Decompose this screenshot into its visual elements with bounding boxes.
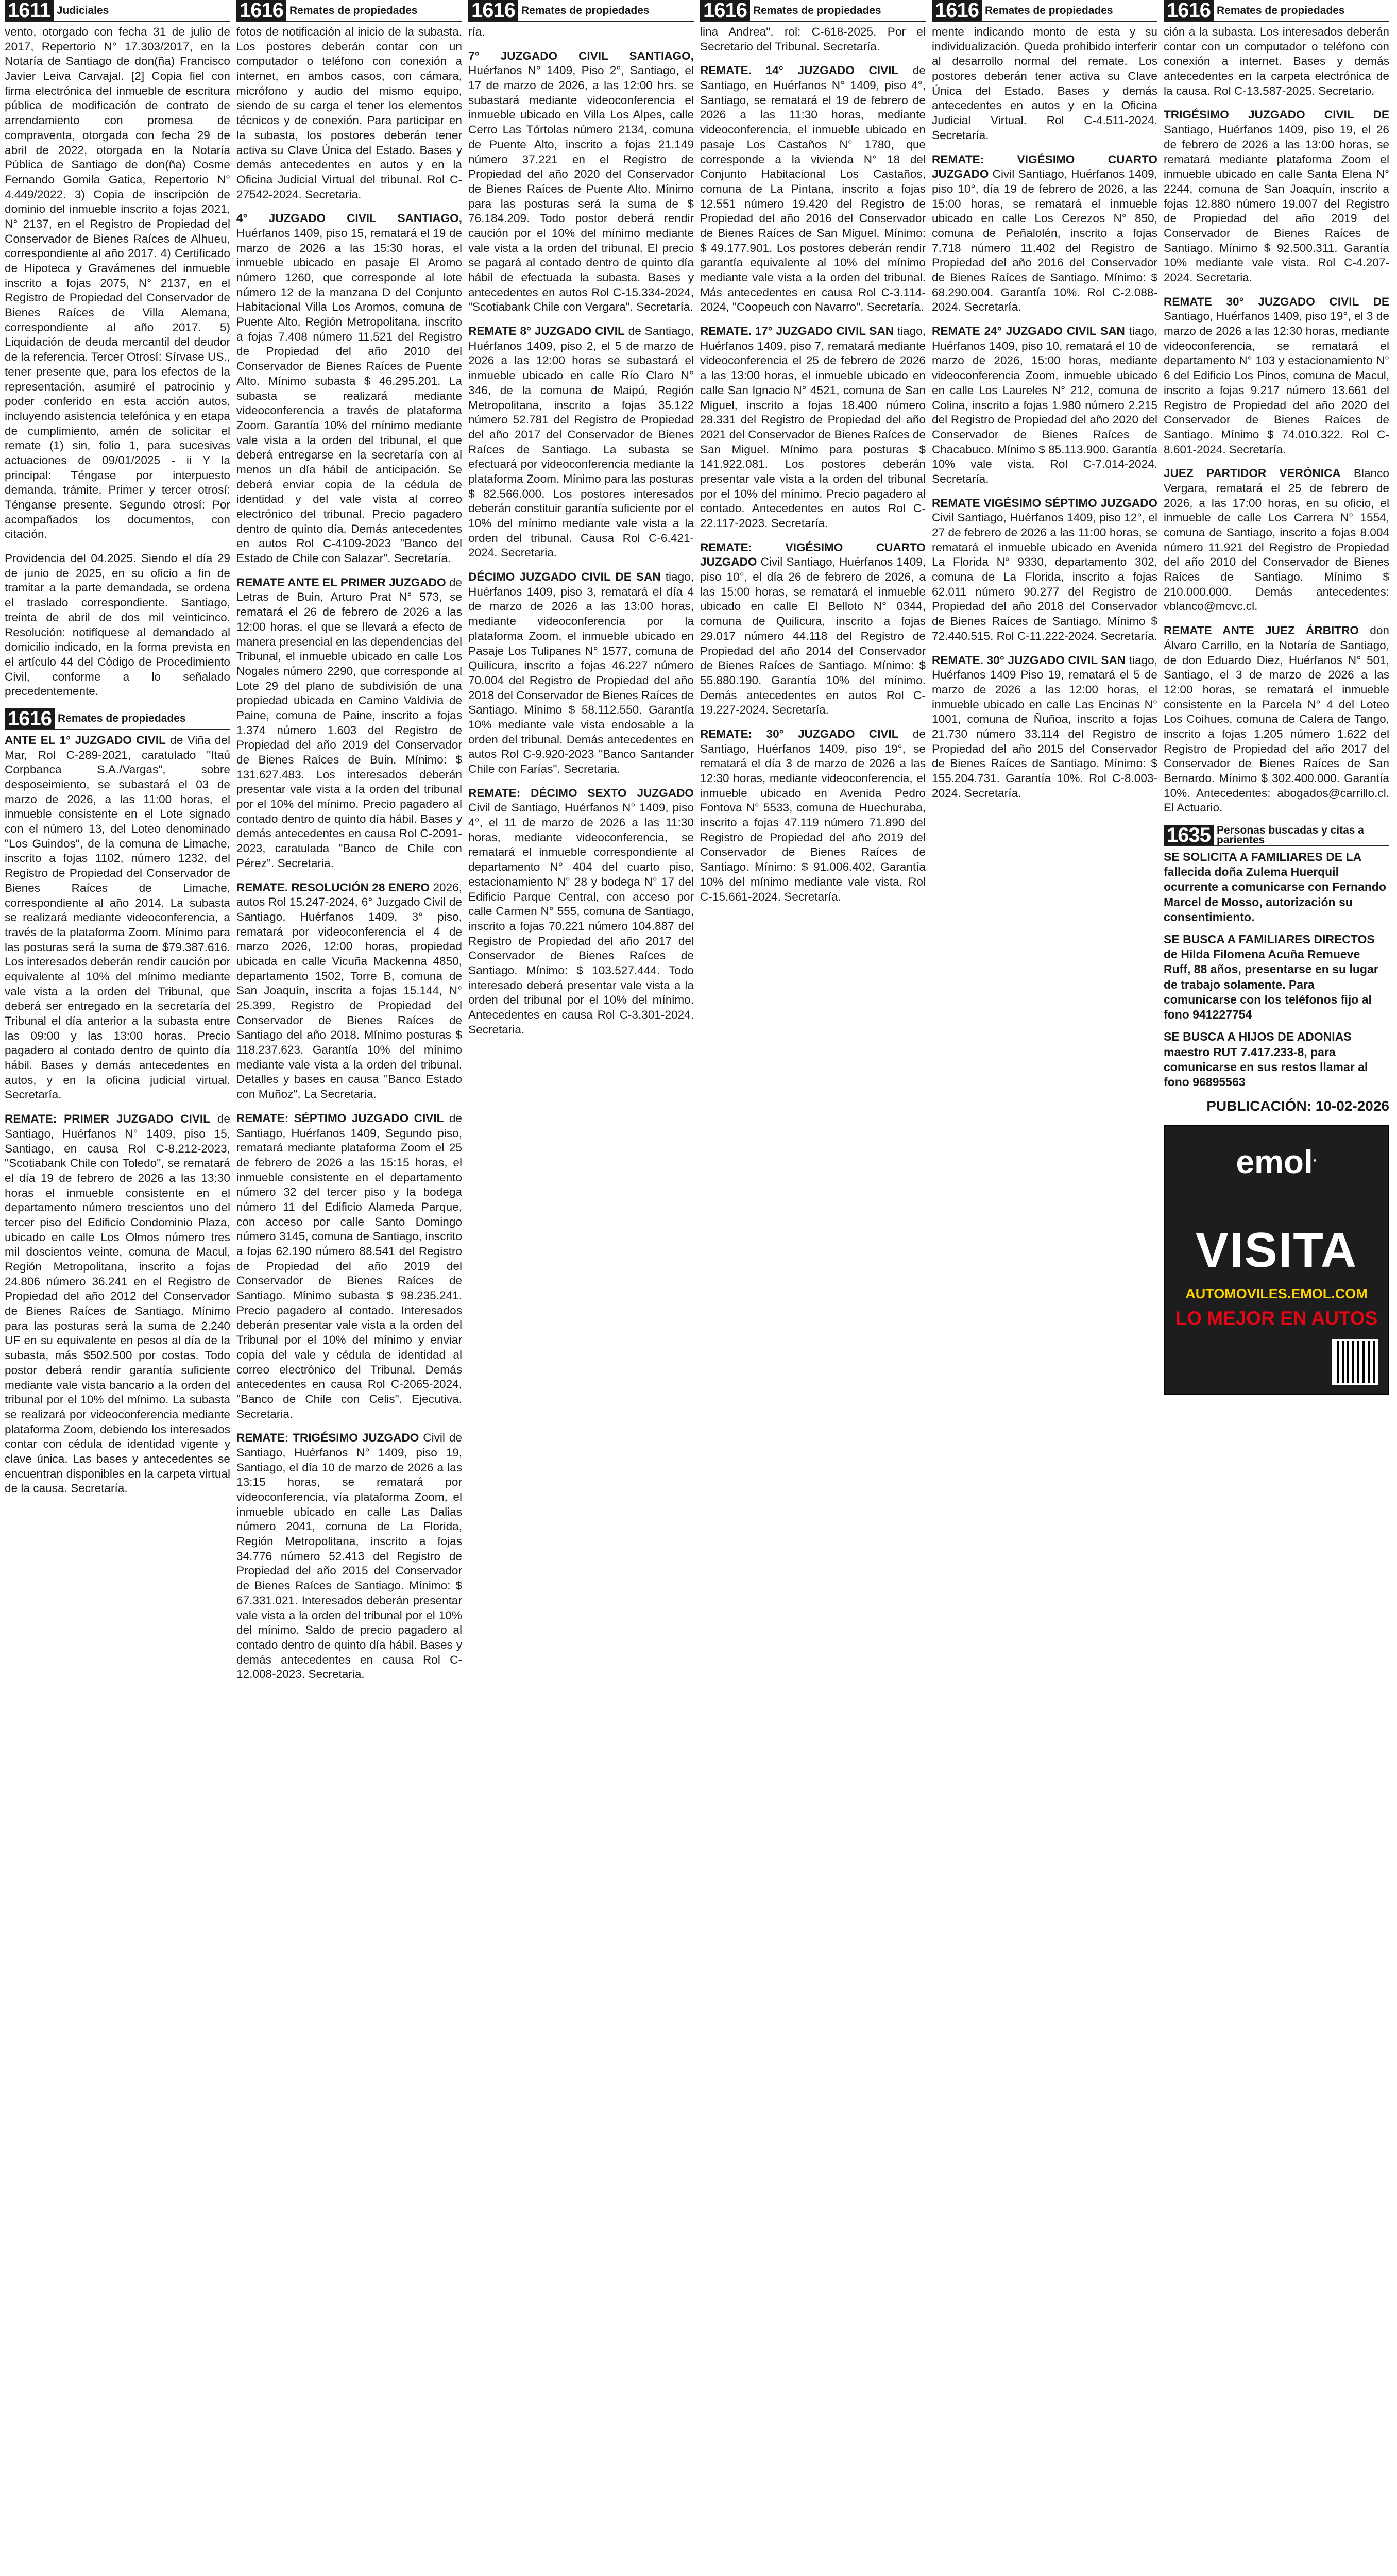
section-code: 1616 [700, 0, 750, 21]
column-2 [236, 0, 462, 2576]
notice-text: de Santiago, Huérfanos 1409, Segundo piso, rematará mediante plataforma Zoom el 25 de febrero de 2026 a las 15:15 horas, el inmueble consistente en el departamento número 32 del tercer piso y la bodega número 11 del Edificio Alameda Parque, con acceso por calle Santo Domingo número 3145, comuna de Santiago, inscrito a fojas 62.190 número 88.541 del Registro de Propiedad del año 2019 del Conservador de Bienes Raíces de Santiago. Mínimo subasta $ 98.235.241. Precio pagadero al contado. Interesados deberán presentar vale vista a la orden del Tribunal por el 10% del mínimo y enviar copia del vale y cédula de identidad al correo electrónico del Tribunal. Demás antecedentes en causa Rol C-2065-2024, "Banco de Chile con Celis". Ejecutiva. Secretaria. [236, 1111, 462, 1420]
section-name: Personas buscadas y citas a parientes [1216, 824, 1364, 846]
notice [1164, 108, 1389, 285]
section-header [5, 0, 230, 22]
notice [236, 25, 462, 202]
section-code: 1616 [1164, 0, 1214, 21]
notice-text: Santiago, Huérfanos 1409, piso 19, el 26 de febrero de 2026 a las 13:00 horas, se rematará mediante plataforma Zoom el inmueble ubicado en calle Santa Elena N° 2244, comuna de San Joaquín, inscrito a fojas 12.880 número 19.007 del Registro de Propiedad del año 2019 del Conservador de Bienes Raíces de Santiago. Mínimo $ 92.500.311. Garantía 10% mediante vale vista. Rol C-4.207-2024. Secretaria. [1164, 123, 1389, 284]
notice-text: Huérfanos 1409, piso 15, rematará el 19 de marzo de 2026 a las 15:30 horas, el inmueble ubicado en pasaje El Aromo número 1260, que corresponde al lote número 12 de la manzana D del Conjunto Habitacional Villa Los Aromos, comuna de Puente Alto, Región Metropolitana, inscrito a fojas 7.408 número 11.521 del Registro de Propiedad del año 2010 del Conservador de Bienes Raíces de Puente Alto. Mínimo subasta $ 46.295.201. La subasta se realizará mediante videoconferencia a través de plataforma Zoom. Garantía 10% del mínimo mediante vale vista a la orden del tribunal, el que deberá entregarse en la secretaría con al menos un día hábil de anticipación. Se deberá enviar copia de la cédula de identidad y del vale vista al correo electrónico del tribunal. Precio pagadero dentro de quinto día. Demás antecedentes en autos Rol C-4109-2023 "Banco del Estado de Chile con Salazar". Secretaría. [236, 226, 462, 565]
ad-slogan: LO MEJOR EN AUTOS [1175, 1308, 1378, 1329]
list-item: SE BUSCA A FAMILIARES DIRECTOS de Hilda Filomena Acuña Remueve Ruff, 88 años, presentarse en su lugar de trabajo solamente. Para comunicarse con los teléfonos fijo al fono 941227754 [1164, 933, 1378, 1022]
notice [700, 540, 926, 718]
notice-text: Blanco Vergara, rematará el 25 de febrero de 2026, a las 17:00 horas, en su oficio, el inmueble de calle Los Carrera N° 1554, comuna de Santiago, inscrito a fojas 8.004 número 11.921 del Registro de Propiedad del año 2010 del Conservador de Bienes Raíces de Santiago. Mínimo $ 210.000.000. Demás antecedentes: vblanco@mcvc.cl. [1164, 467, 1389, 613]
column-3 [468, 0, 694, 2576]
notice [468, 570, 694, 777]
section-name: Remates de propiedades [57, 713, 186, 725]
section-header [700, 0, 926, 22]
notice [932, 25, 1157, 143]
notice-head: ANTE EL 1° JUZGADO CIVIL [5, 733, 166, 747]
section-header [932, 0, 1157, 22]
section-header [236, 0, 462, 22]
notice-head: REMATE: VIGÉSIMO CUARTO JUZGADO [932, 152, 1157, 181]
notice-head: REMATE 8° JUZGADO CIVIL [468, 325, 625, 338]
notice-text: ría. [468, 25, 485, 38]
notice [468, 25, 694, 40]
notice-text: tiago, Huérfanos 1409, piso 10, rematará el 10 de marzo de 2026, 15:00 horas, mediante videoconferencia Zoom, inmueble ubicado en calle Los Laureles N° 212, comuna de Colina, inscrito a fojas 1.980 número 2.215 del Registro de Propiedad del año 2020 del Conservador de Bienes Raíces de Chacabuco. Mínimo $ 85.113.900. Garantía 10% vale vista. Rol C-7.014-2024. Secretaría. [932, 325, 1157, 485]
notice-text: de Viña del Mar, Rol C-289-2021, caratulado "Itaú Corpbanca S.A./Vargas", sobre desposeimiento, se subastará el 03 de marzo de 2026, a las 11:00 horas, el inmueble consistente en el Lote signado con el número 13, del Loteo denominado "Los Guindos", de la comuna de Limache, inscrito a fojas 1102, número 1232, del Registro de Propiedad del Conservador de Bienes Raíces de Limache, correspondiente al año 2014. La subasta se realizará mediante videoconferencia, a través de la plataforma Zoom. Mínimo para las posturas será la suma de $79.387.616. Los interesados deberán rendir caución por equivalente al 10% del mínimo mediante vale vista a la orden del Tribunal, que deberá ser entregado en la secretaría del Tribunal el día anterior a la subasta entre las 09:00 y las 13:00 horas. Precio pagadero al contado dentro de quinto día hábil. Bases y demás antecedentes en autos, y en la oficina judicial virtual. Secretaría. [5, 733, 230, 1101]
section-code: 1611 [5, 0, 54, 21]
notice-text: tiago, Huérfanos 1409, piso 3, rematará el día 4 de marzo de 2026 a las 13:00 horas, mediante videoconferencia por la plataforma Zoom, el inmueble ubicado en Pasaje Los Tulipanes N° 1577, comuna de Quilicura, inscrito a fojas 46.227 número 70.004 del Registro de Propiedad del año 2018 del Conservador de Bienes Raíces de Santiago. Mínimo $ 58.112.550. Garantía 10% mediante vale vista endosable a la orden del tribunal. Demás antecedentes en autos Rol C-9.920-2023 "Banco Santander Chile con Farías". Secretaria. [468, 570, 694, 775]
notice-head: REMATE: DÉCIMO SEXTO JUZGADO [468, 786, 694, 800]
notice [932, 653, 1157, 801]
notice-text: 2026, autos Rol 15.247-2024, 6° Juzgado Civil de Santiago, Huérfanos 1409, 3° piso, rematará por videoconferencia el 4 de marzo 2026, 12:00 horas, propiedad ubicada en calle Vicuña Mackenna 4850, departamento 1502, Torre B, comuna de San Joaquín, inscrita a fojas 15.144, N° 25.399, Registro de Propiedad del Conservador de Bienes Raíces de Santiago del año 2018. Mínimo posturas $ 118.237.623. Garantía 10% del mínimo mediante vale vista a la orden del tribunal. Detalles y bases en causa "Banco Estado con Muñoz". La Secretaria. [236, 880, 462, 1101]
notice-text: de Santiago, Huérfanos 1409, piso 19°, se rematará el día 3 de marzo de 2026 a las 12:30 horas, mediante videoconferencia, el inmueble ubicado en Avenida Pedro Fontova N° 5533, comuna de Huechuraba, inscrito a fojas 47.119 número 71.890 del Registro de Propiedad del año 2019 del Conservador de Bienes Raíces de Santiago. Mínimo: $ 91.006.402. Garantía 10% del mínimo mediante vale vista. Rol C-15.661-2024. Secretaría. [700, 727, 926, 903]
emol-logo [1165, 1141, 1388, 1183]
notice [5, 551, 230, 699]
notice-text: tiago, Huérfanos 1409, piso 7, rematará mediante videoconferencia el 25 de febrero de 2026 a las 13:00 horas, el inmueble ubicado en calle San Ignacio N° 4521, comuna de San Miguel, inscrito a fojas 18.400 número 28.331 del Registro de Propiedad del año 2021 del Conservador de Bienes Raíces de San Miguel. Mínimo para posturas $ 141.922.081. Los postores deberán presentar vale vista a la orden del tribunal por el 10% del mínimo. Precio pagadero al contado. Antecedentes en autos Rol C-22.117-2023. Secretaría. [700, 325, 926, 530]
section-name: Judiciales [56, 4, 109, 16]
qr-code-icon [1332, 1339, 1378, 1385]
notice-head: REMATE. 17° JUZGADO CIVIL SAN [700, 325, 894, 338]
notice [1164, 295, 1389, 457]
notice-head: REMATE ANTE JUEZ ÁRBITRO [1164, 624, 1359, 637]
ad-logo-suffix: . [1313, 1148, 1317, 1165]
section-header [1164, 0, 1389, 22]
notice-text: fotos de notificación al inicio de la subasta. Los postores deberán contar con un computador o teléfono con conexión a internet, en ambos casos, con cámara, micrófono y audio del mismo equipo, siendo de su carga el tener los elementos técnicos y de conexión. Para participar en la subasta, los postores deberán tener activa su Clave Única del Estado. Bases y demás antecedentes en autos y en la Oficina Judicial Virtual del tribunal. Rol C-27542-2024. Secretaria. [236, 25, 462, 201]
notice-text: Huérfanos N° 1409, Piso 2°, Santiago, el 17 de marzo de 2026, a las 12:00 hrs. se subastará mediante videoconferencia el inmueble ubicado en Villa Los Alpes, calle Cerro Las Tórtolas número 2134, comuna de Puente Alto, inscrito a fojas 21.149 número 37.221 en el Registro de Propiedad del año 2020 del Conservador de Bienes Raíces de Puente Alto. Mínimo para las posturas será la suma de $ 76.184.209. Todo postor deberá rendir caución por el 10% del mínimo mediante vale vista a la orden del tribunal. El precio se pagará al contado dentro de quinto día hábil de efectuada la subasta. Bases y antecedentes en autos Rol C-15.334-2024, "Scotiabank Chile con Vergara". Secretaría. [468, 64, 694, 314]
notice-head: REMATE 30° JUZGADO CIVIL DE [1164, 295, 1389, 308]
notice-text: tiago, Huérfanos 1409 Piso 19, rematará el 5 de marzo de 2026 a las 12:00 horas, el inmueble ubicado en calle Las Encinas N° 1001, comuna de Ñuñoa, inscrito a fojas 21.730 número 33.114 del Registro de Propiedad del año 2015 del Conservador de Bienes Raíces de Santiago. Mínimo: $ 155.204.731. Garantía 10%. Rol C-8.003-2024. Secretaría. [932, 653, 1157, 800]
notice-text: mente indicando monto de esta y su individualización. Queda prohibido interferir al desarrollo normal del remate. Los postores deberán tener activa su Clave Única del Estado. Bases y demás antecedentes en autos y en la Oficina Judicial Virtual. Rol C-4.511-2024. Secretaría. [932, 25, 1157, 142]
notice [1164, 466, 1389, 614]
ad-headline: VISITA [1195, 1222, 1358, 1278]
section-code: 1616 [236, 0, 286, 21]
notice-text: Civil de Santiago, Huérfanos N° 1409, piso 4°, el 11 de marzo de 2026 a las 11:30 horas, mediante videoconferencia, se rematará el inmueble correspondiente al departamento N° 404 del cuarto piso, estacionamiento N° 28 y bodega N° 17 del Edificio Parque Central, con acceso por calle Carmen N° 555, comuna de Santiago, inscrito a fojas 70.221 número 104.887 del Registro de Propiedad del año 2017 del Conservador de Bienes Raíces de Santiago. Mínimo: $ 103.527.444. Todo interesado deberá presentar vale vista a la orden del tribunal por el 10% del mínimo. Antecedentes en causa Rol C-3.301-2024. Secretaria. [468, 801, 694, 1036]
notice-head: 7° JUZGADO CIVIL SANTIAGO, [468, 49, 694, 62]
section-name: Remates de propiedades [753, 4, 881, 16]
notice-text: de Letras de Buin, Arturo Prat N° 573, se rematará el 26 de febrero de 2026 a las 12:00 horas, el que se llevará a efecto de manera presencial en las dependencias del Tribunal, el inmueble ubicado en calle Los Nogales número 2290, que corresponde al Lote 29 del plano de subdivisión de una propiedad ubicada en Camino Valdivia de Paine, comuna de Paine, inscrito a fojas 1.374 número 1.603 del Registro de Propiedad del año 2019 del Conservador de Bienes Raíces de Buin. Mínimo: $ 131.627.483. Los interesados deberán presentar vale vista a la orden del tribunal por el 10% del mínimo. Precio pagadero al contado dentro de quinto día hábil. Bases y demás antecedentes en causa Rol C-2091-2023, caratulada "Banco de Chile con Pérez". Secretaria. [236, 575, 462, 870]
notice [700, 324, 926, 531]
list-item: SE BUSCA A HIJOS DE ADONIAS maestro RUT 7.417.233-8, para comunicarse en sus restos llamar al fono 96895563 [1164, 1030, 1368, 1089]
section-code: 1616 [932, 0, 982, 21]
notice [236, 1111, 462, 1421]
column-4 [700, 0, 926, 2576]
notice-head: REMATE VIGÉSIMO SÉPTIMO JUZGADO [932, 496, 1157, 510]
notice [236, 575, 462, 871]
notice [236, 211, 462, 566]
notice-text: Civil de Santiago, Huérfanos N° 1409, piso 19, Santiago, el día 10 de marzo de 2026 a las 13:15 horas, se rematará por videoconferencia, vía plataforma Zoom, el inmueble ubicado en calle Las Dalias número 2041, comuna de La Florida, Región Metropolitana, inscrito a fojas 34.776 número 52.413 del Registro de Propiedad del año 2015 del Conservador de Bienes Raíces de Santiago. Mínimo: $ 67.331.021. Interesados deberán presentar vale vista a la orden del tribunal por el 10% del mínimo. Saldo de precio pagadero al contado dentro de quinto día hábil. Bases y demás antecedentes en causa Rol C-12.008-2023. Secretaria. [236, 1431, 462, 1681]
section-name: Remates de propiedades [521, 4, 650, 16]
section-header [5, 708, 230, 730]
notice [468, 49, 694, 315]
notice-head: REMATE: VIGÉSIMO CUARTO JUZGADO [700, 540, 926, 569]
notice [236, 880, 462, 1102]
section-code: 1616 [5, 708, 55, 729]
notice [932, 496, 1157, 644]
column-5 [932, 0, 1157, 2576]
notice-head: REMATE. 14° JUZGADO CIVIL [700, 64, 899, 77]
section-name: Remates de propiedades [289, 4, 418, 16]
notice-head: REMATE 24° JUZGADO CIVIL SAN [932, 325, 1125, 338]
notice-head: REMATE. RESOLUCIÓN 28 ENERO [236, 880, 430, 894]
section-name: Remates de propiedades [1216, 4, 1345, 16]
notice [932, 324, 1157, 487]
column-1 [5, 0, 230, 2576]
notice-text: Civil Santiago, Huérfanos 1409, piso 10°, el día 26 de febrero de 2026, a las 15:00 horas, se rematará el inmueble ubicado en calle El Belloto N° 0344, comuna de Quilicura, inscrito a fojas 29.017 número 44.118 del Registro de Propiedad del año 2014 del Conservador de Bienes Raíces de Santiago. Mínimo: $ 55.880.190. Garantía 10% del mínimo. Demás antecedentes en autos Rol C-19.227-2024. Secretaría. [700, 555, 926, 717]
notice-head: REMATE ANTE EL PRIMER JUZGADO [236, 575, 446, 589]
notice [700, 727, 926, 904]
notice-text: ción a la subasta. Los interesados deberán contar con un computador o teléfono con conexión a internet. Bases y demás antecedentes en la carpeta electrónica de la causa. Rol C-13.587-2025. Secretario. [1164, 25, 1389, 97]
notice [5, 733, 230, 1103]
notice-text: de Santiago, en Huérfanos N° 1409, piso 4°, Santiago, se rematará el 19 de febrero de 2026 a las 11:30 horas, mediante videoconferencia, el inmueble ubicado en pasaje Los Castaños N° 1780, que corresponde a la vivienda N° 18 del Conjunto Habitacional Los Castaños, comuna de La Pintana, inscrito a fojas 12.551 número 19.420 del Registro de Propiedad del año 2016 del Conservador de Bienes Raíces de San Miguel. Mínimo: $ 49.177.901. Los postores deberán rendir garantía equivalente al 10% del mínimo mediante vale vista a la orden del tribunal. Más antecedentes en causa Rol C-3.114-2024, "Coopeuch con Navarro". Secretaría. [700, 64, 926, 314]
notice-text: Civil Santiago, Huérfanos 1409, piso 10°, día 19 de febrero de 2026, a las 15:00 horas, se rematará el inmueble ubicado en calle Los Cerezos N° 850, comuna de Peñalolén, inscrito a fojas 7.718 número 11.402 del Registro de Propiedad del año 2016 del Conservador de Bienes Raíces de Santiago. Mínimo: $ 68.290.004. Garantía 10%. Rol C-2.088-2024. Secretaría. [932, 167, 1157, 314]
section-header [468, 0, 694, 22]
notice-head: TRIGÉSIMO JUZGADO CIVIL DE [1164, 108, 1389, 122]
notice [236, 1431, 462, 1682]
notice-head: 4° JUZGADO CIVIL SANTIAGO, [236, 212, 462, 225]
notice-head: REMATE: TRIGÉSIMO JUZGADO [236, 1431, 419, 1445]
notice-head: DÉCIMO JUZGADO CIVIL DE SAN [468, 570, 661, 584]
notice-text: lina Andrea". rol: C-618-2025. Por el Secretario del Tribunal. Secretaría. [700, 25, 926, 53]
notice-head: REMATE: 30° JUZGADO CIVIL [700, 727, 899, 740]
emol-advertisement[interactable] [1164, 1125, 1389, 1395]
section-code: 1635 [1164, 825, 1214, 845]
notice-head: REMATE: PRIMER JUZGADO CIVIL [5, 1112, 210, 1126]
notice [700, 25, 926, 54]
notice-text: don Álvaro Carrillo, en la Notaría de Santiago, de don Eduardo Diez, Huérfanos N° 501, Santiago, el 3 de marzo de 2026 a las 12:00 horas, se rematará el inmueble consistente en la Parcela N° 4 del Loteo Los Coihues, comuna de Calera de Tango, inscrito a fojas 1.205 número 1.622 del Registro de Propiedad del año 2017 del Conservador de Bienes Raíces de San Bernardo. Mínimo $ 302.400.000. Garantía 10%. Antecedentes: abogados@carrillo.cl. El Actuario. [1164, 624, 1389, 815]
notice [1164, 623, 1389, 816]
notice-text: vento, otorgado con fecha 31 de julio de 2017, Repertorio N° 17.303/2017, en la Notaría de Santiago de don(ña) Francisco Javier Leiva Carvajal. [2] Copia fiel con firma electrónica del inmueble de escritura pública de modificación de contrato de arrendamiento con promesa de compraventa, otorgada con fecha 29 de abril de 2022, otorgada en la Notaría Pública de Santiago de don(ña) Cosme Fernando Gomila Gatica, Repertorio N° 4.449/2022. 3) Copia de inscripción de dominio del inmueble inscrito a fojas 2021, N° 2137, en el Registro de Propiedad del Conservador de Bienes Raíces de Alhueu, correspondiente al año 2017. 4) Certificado de Hipoteca y Gravámenes del inmueble inscrito a fojas 2075, N° 2137, en el Registro de Propiedad del Conservador de Bienes Raíces de Villa Alemana, correspondiente al año 2017. 5) Liquidación de deuda mercantil del deudor de la referencia. Tercer Otrosí: Sírvase US., tener presente que, para los efectos de la representación, asumiré el patrocinio y poder conferido en esta acción autos, incluyendo asistencia telefónica y en etapa de cumplimiento, amén de solicitar el remate (1) sin, folio 1, para sucesivas actuaciones de 09/01/2025 - ii Y la principal: Téngase por interpuesto demanda, trámite. Primer y tercer otrosí: Ténganse presente. Segundo otrosí: Por acompañados los documentos, con citación. [5, 25, 230, 541]
wanted-persons-list [1164, 850, 1389, 1090]
notice [468, 786, 694, 1038]
notice-head: JUEZ PARTIDOR VERÓNICA [1164, 467, 1341, 480]
notice-head: REMATE. 30° JUZGADO CIVIL SAN [932, 653, 1126, 667]
notice [468, 324, 694, 561]
notice-text: Santiago, Huérfanos 1409, piso 19°, el 3 de marzo de 2026 a las 12:30 horas, mediante videoconferencia, se rematará el departamento N° 103 y estacionamiento N° 6 del Edificio Los Pinos, comuna de Macul, inscrito a fojas 9.217 número 13.661 del Registro de Propiedad del año 2020 del Conservador de Bienes Raíces de Santiago. Mínimo $ 74.010.322. Rol C-8.601-2024. Secretaría. [1164, 310, 1389, 456]
notice [932, 152, 1157, 315]
notice-text: Providencia del 04.2025. Siendo el día 29 de junio de 2025, en su oficio a fin de tramitar a la parte demandada, se ordena el traslado correspondiente. Santiago, treinta de abril de dos mil veinticinco. Resolución: notifíquese al demandado al domicilio indicado, en la forma prevista en el artículo 44 del Código de Procedimiento Civil, conforme a lo señalado precedentemente. [5, 552, 230, 698]
publication-date: PUBLICACIÓN: 10-02-2026 [1206, 1098, 1389, 1114]
ad-logo-text: emol [1236, 1143, 1313, 1180]
notice-text: de Santiago, Huérfanos 1409, piso 2, el 5 de marzo de 2026 a las 12:00 horas se subastará el inmueble ubicado en calle Río Claro N° 346, de la comuna de Maipú, Región Metropolitana, inscrito a fojas 35.122 número 52.781 del Registro de Propiedad del año 2017 del Conservador de Bienes Raíces de Santiago. La subasta se efectuará por videoconferencia mediante la plataforma Zoom. Mínimo para las posturas $ 82.566.000. Los postores interesados deberán constituir garantía suficiente por el 10% del mínimo mediante vale vista a la orden del tribunal. Causa Rol C-6.421-2024. Secretaria. [468, 325, 694, 560]
notice-text: Civil Santiago, Huérfanos 1409, piso 12°, el 27 de febrero de 2026 a las 11:00 horas, se rematará el inmueble ubicado en Avenida La Florida N° 9330, departamento 302, comuna de La Florida, inscrito a fojas 62.011 número 90.277 del Registro de Propiedad del año 2018 del Conservador de Bienes Raíces de Santiago. Mínimo $ 72.440.515. Rol C-11.222-2024. Secretaría. [932, 511, 1157, 642]
notice [5, 25, 230, 542]
column-6 [1164, 0, 1389, 2576]
notice [1164, 25, 1389, 98]
notice [700, 63, 926, 315]
notice-head: REMATE: SÉPTIMO JUZGADO CIVIL [236, 1111, 444, 1125]
ad-url[interactable]: AUTOMOVILES.EMOL.COM [1185, 1285, 1368, 1301]
notice-text: de Santiago, Huérfanos N° 1409, piso 15, Santiago, en causa Rol C-8.212-2023, "Scotiabank Chile con Toledo", se rematará el día 19 de febrero de 2026 a las 13:30 horas el inmueble consistente en el departamento número trescientos uno del tercer piso del Edificio Condominio Plaza, ubicado en calle Los Olmos número tres mil doscientos veinte, comuna de Macul, Región Metropolitana, inscrito a fojas 24.806 número 36.241 en el Registro de Propiedad del año 2012 del Conservador de Bienes Raíces de Santiago. Mínimo para las posturas será la suma de 2.240 UF en su equivalente en pesos al día de la subasta, más $502.500 por costas. Todo postor deberá rendir garantía suficiente mediante vale vista bancario a la orden del tribunal por el 10% del mínimo. La subasta se realizará por videoconferencia mediante plataforma Zoom, debiendo los interesados contar con cédula de identidad vigente y clave única. Las bases y antecedentes se encuentran disponibles en la carpeta virtual de la causa. Secretaría. [5, 1112, 230, 1495]
section-code: 1616 [468, 0, 518, 21]
section-name: Remates de propiedades [984, 4, 1113, 16]
list-item: SE SOLICITA A FAMILIARES DE LA fallecida doña Zulema Huerquil ocurrente a comunicarse con Fernando Marcel de Mosso, autorización su consentimiento. [1164, 850, 1387, 924]
notice [5, 1112, 230, 1496]
section-header [1164, 825, 1389, 846]
